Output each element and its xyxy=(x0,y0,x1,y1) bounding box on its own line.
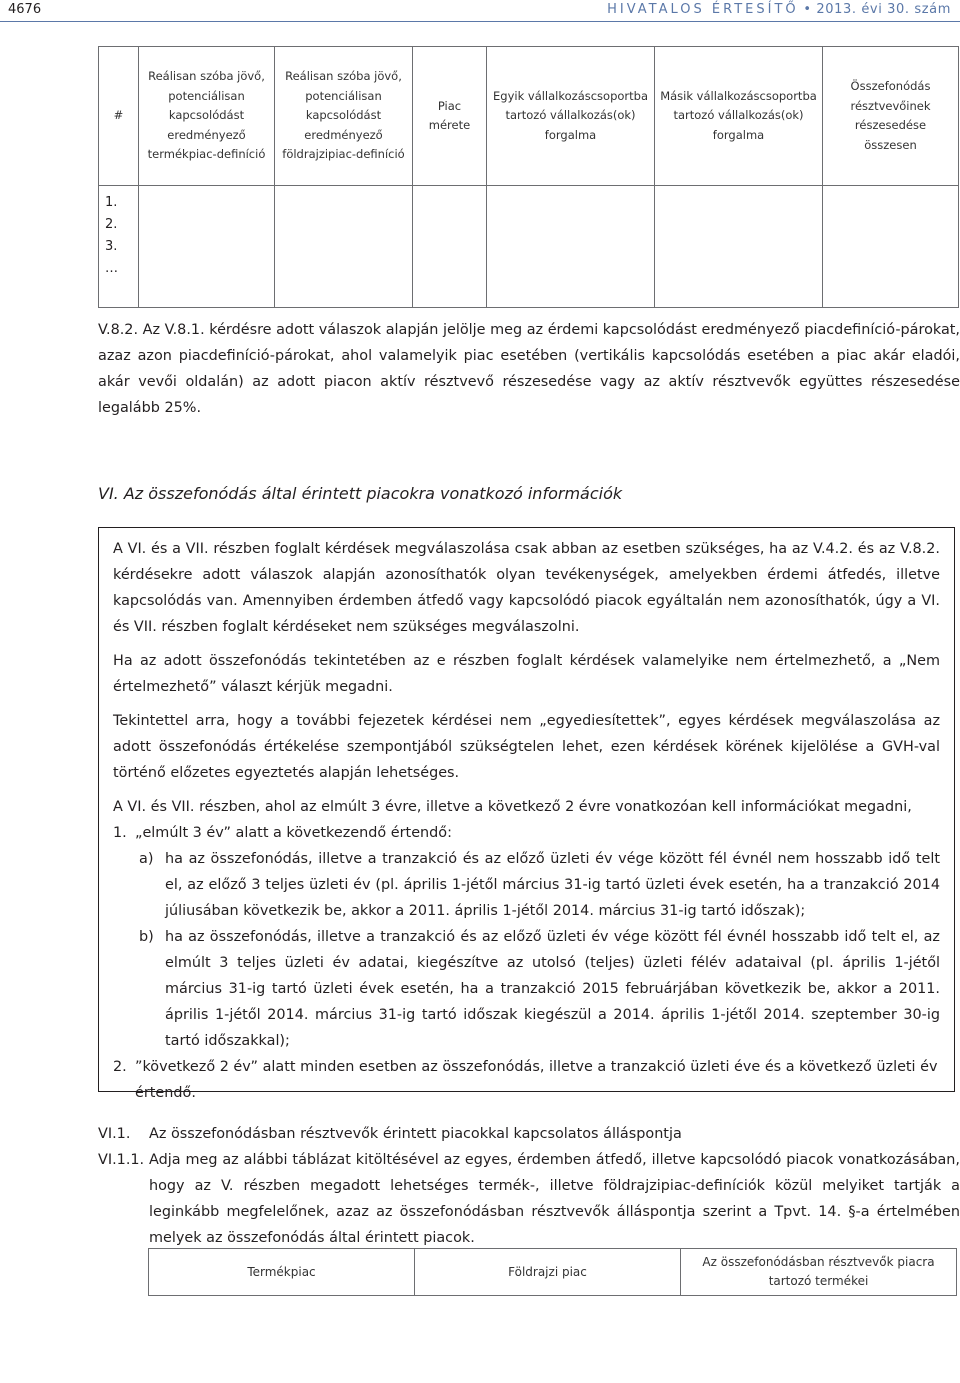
page-number: 4676 xyxy=(8,2,42,17)
header-cell-combined-share: Összefonódás résztvevőinek részesedése összesen xyxy=(823,47,959,186)
header-cell-geographic-market: Reálisan szóba jövő, potenciálisan kapcsolódást eredményező földrajzipiac-definíció xyxy=(275,47,413,186)
affected-markets-table xyxy=(148,1248,957,1296)
header-cell-index: # xyxy=(99,47,139,186)
page-header xyxy=(0,0,960,22)
header-cell-product-market: Reálisan szóba jövő, potenciálisan kapcsolódást eredményező termékpiac-definíció xyxy=(139,47,275,186)
section-vi-title: VI. Az összefonódás által érintett piacokra vonatkozó információk xyxy=(98,484,623,503)
journal-name: HIVATALOS ÉRTESÍTŐ xyxy=(607,2,799,17)
sub-list-label: b) xyxy=(139,929,154,945)
header-rule xyxy=(0,21,960,22)
empty-cell xyxy=(487,186,655,308)
box-paragraph-1: A VI. és a VII. részben foglalt kérdések megválaszolása csak abban az esetben szükséges, ha az V.4.2. és az V.8.2. kérdésekre adott válaszok alapján azonosíthatók olyan tevékenységek, amelyekben érdemi átfedés, illetve kapcsolódás van. Amennyiben érdemben átfedő vagy kapcsolódó piacok egyáltalán nem azonosíthatók, úgy a VI. és VII. részben foglalt kérdéseket nem szükséges megválaszolni. xyxy=(113,541,940,635)
box-paragraph-4: A VI. és VII. részben, ahol az elmúlt 3 évre, illetve a következő 2 évre vonatkozóan kell információkat megadni, xyxy=(113,799,912,815)
journal-issue: 2013. évi 30. szám xyxy=(816,2,951,17)
list-number: 2. xyxy=(113,1059,127,1075)
row-number: 2. xyxy=(105,217,118,232)
list-text: „elmúlt 3 év” alatt a következendő értendő: xyxy=(135,825,452,841)
market-definition-table xyxy=(98,46,959,308)
empty-cell xyxy=(413,186,487,308)
header-cell-group1-turnover: Egyik vállalkozáscsoportba tartozó vállalkozás(ok) forgalma xyxy=(487,47,655,186)
sub-list-text: ha az összefonódás, illetve a tranzakció és az előző üzleti év vége között fél évnél nem hosszabb idő telt el, az előző 3 teljes üzleti év (pl. április 1-jétől március 31-ig tartó üzleti évek esetén, ha a tranzakció 2014 júliusában következik be, akkor a 2011. április 1-jétől 2014. március 31-ig tartó időszak); xyxy=(165,851,940,919)
header-cell-geographic-market: Földrajzi piac xyxy=(415,1249,681,1296)
row-number: … xyxy=(105,261,118,276)
info-box xyxy=(98,527,955,1101)
section-heading: Az összefonódásban résztvevők érintett piacokkal kapcsolatos álláspontja xyxy=(149,1126,682,1142)
header-cell-products: Az összefonódásban résztvevők piacra tartozó termékei xyxy=(681,1249,957,1296)
list-number: 1. xyxy=(113,825,127,841)
row-index-cell xyxy=(99,186,139,308)
list-item xyxy=(113,1054,940,1106)
header-cell-product-market: Termékpiac xyxy=(149,1249,415,1296)
box-paragraph-2: Ha az adott összefonódás tekintetében az e részben foglalt kérdések valamelyike nem értelmezhető, a „Nem értelmezhető” választ kérjük megadni. xyxy=(113,653,940,695)
paragraph-v82: V.8.2. Az V.8.1. kérdésre adott válaszok alapján jelölje meg az érdemi kapcsolódást eredményező piacdefiníció-párokat, azaz azon piacdefiníció-párokat, ahol valamelyik piac esetében (vertikális kapcsolódás esetében a piac akár eladói, akár vevői oldalán) az adott piacon aktív résztvevő részesedése vagy az aktív résztvevők együttes részesedése legalább 25%. xyxy=(98,322,960,416)
header-cell-market-size: Piac mérete xyxy=(413,47,487,186)
list-item xyxy=(113,820,940,846)
section-vi11 xyxy=(98,1147,960,1251)
empty-cell xyxy=(823,186,959,308)
sub-list-label: a) xyxy=(139,851,154,867)
row-number: 1. xyxy=(105,195,118,210)
empty-cell xyxy=(655,186,823,308)
header-cell-group2-turnover: Másik vállalkozáscsoportba tartozó vállalkozás(ok) forgalma xyxy=(655,47,823,186)
header-bullet: • xyxy=(803,2,812,17)
table-row xyxy=(99,186,959,308)
empty-cell xyxy=(275,186,413,308)
table-header-row xyxy=(149,1249,957,1296)
section-number: VI.1.1. xyxy=(98,1152,145,1168)
section-number: VI.1. xyxy=(98,1126,131,1142)
box-paragraph-3: Tekintettel arra, hogy a további fejezetek kérdései nem „egyediesítettek”, egyes kérdések megválaszolása az adott összefonódás értékelése szempontjából szükségtelen lehet, ezen kérdések körének kijelölése a GVH-val történő előzetes egyeztetés alapján lehetséges. xyxy=(113,713,940,781)
sub-list-item xyxy=(113,924,940,1054)
journal-title xyxy=(607,2,951,17)
sub-list-item xyxy=(113,846,940,924)
sub-list-text: ha az összefonódás, illetve a tranzakció és az előző üzleti év vége között fél évnél hosszabb idő telt el, az elmúlt 3 teljes üzleti év adatai, kiegészítve az utolsó (teljes) üzleti félév adataival (pl. április 1-jétől március 31-ig tartó üzleti évek esetén, ha a tranzakció 2015 februárjában következik be, akkor a 2011. április 1-jétől 2014. március 31-ig tartó időszak kiegészül a 2014. április 1-jétől 2014. szeptember 30-ig tartó időszakkal); xyxy=(165,929,940,1049)
section-vi1 xyxy=(98,1121,960,1147)
list-text: ”következő 2 év” alatt minden esetben az összefonódás, illetve a tranzakció üzleti éve és a következő üzleti év értendő. xyxy=(135,1059,938,1101)
section-text: Adja meg az alábbi táblázat kitöltésével az egyes, érdemben átfedő, illetve kapcsolódó piacok vonatkozásában, hogy az V. részben megadott lehetséges termék-, illetve földrajzipiac-definíciók közül melyiket tartják a leginkább megfelelőnek, azaz az összefonódásban résztvevők álláspontja szerint a Tpvt. 14. §-a értelmében melyek az összefonódás által érintett piacok. xyxy=(149,1152,960,1246)
empty-cell xyxy=(139,186,275,308)
table-header-row xyxy=(99,47,959,186)
row-number: 3. xyxy=(105,239,118,254)
